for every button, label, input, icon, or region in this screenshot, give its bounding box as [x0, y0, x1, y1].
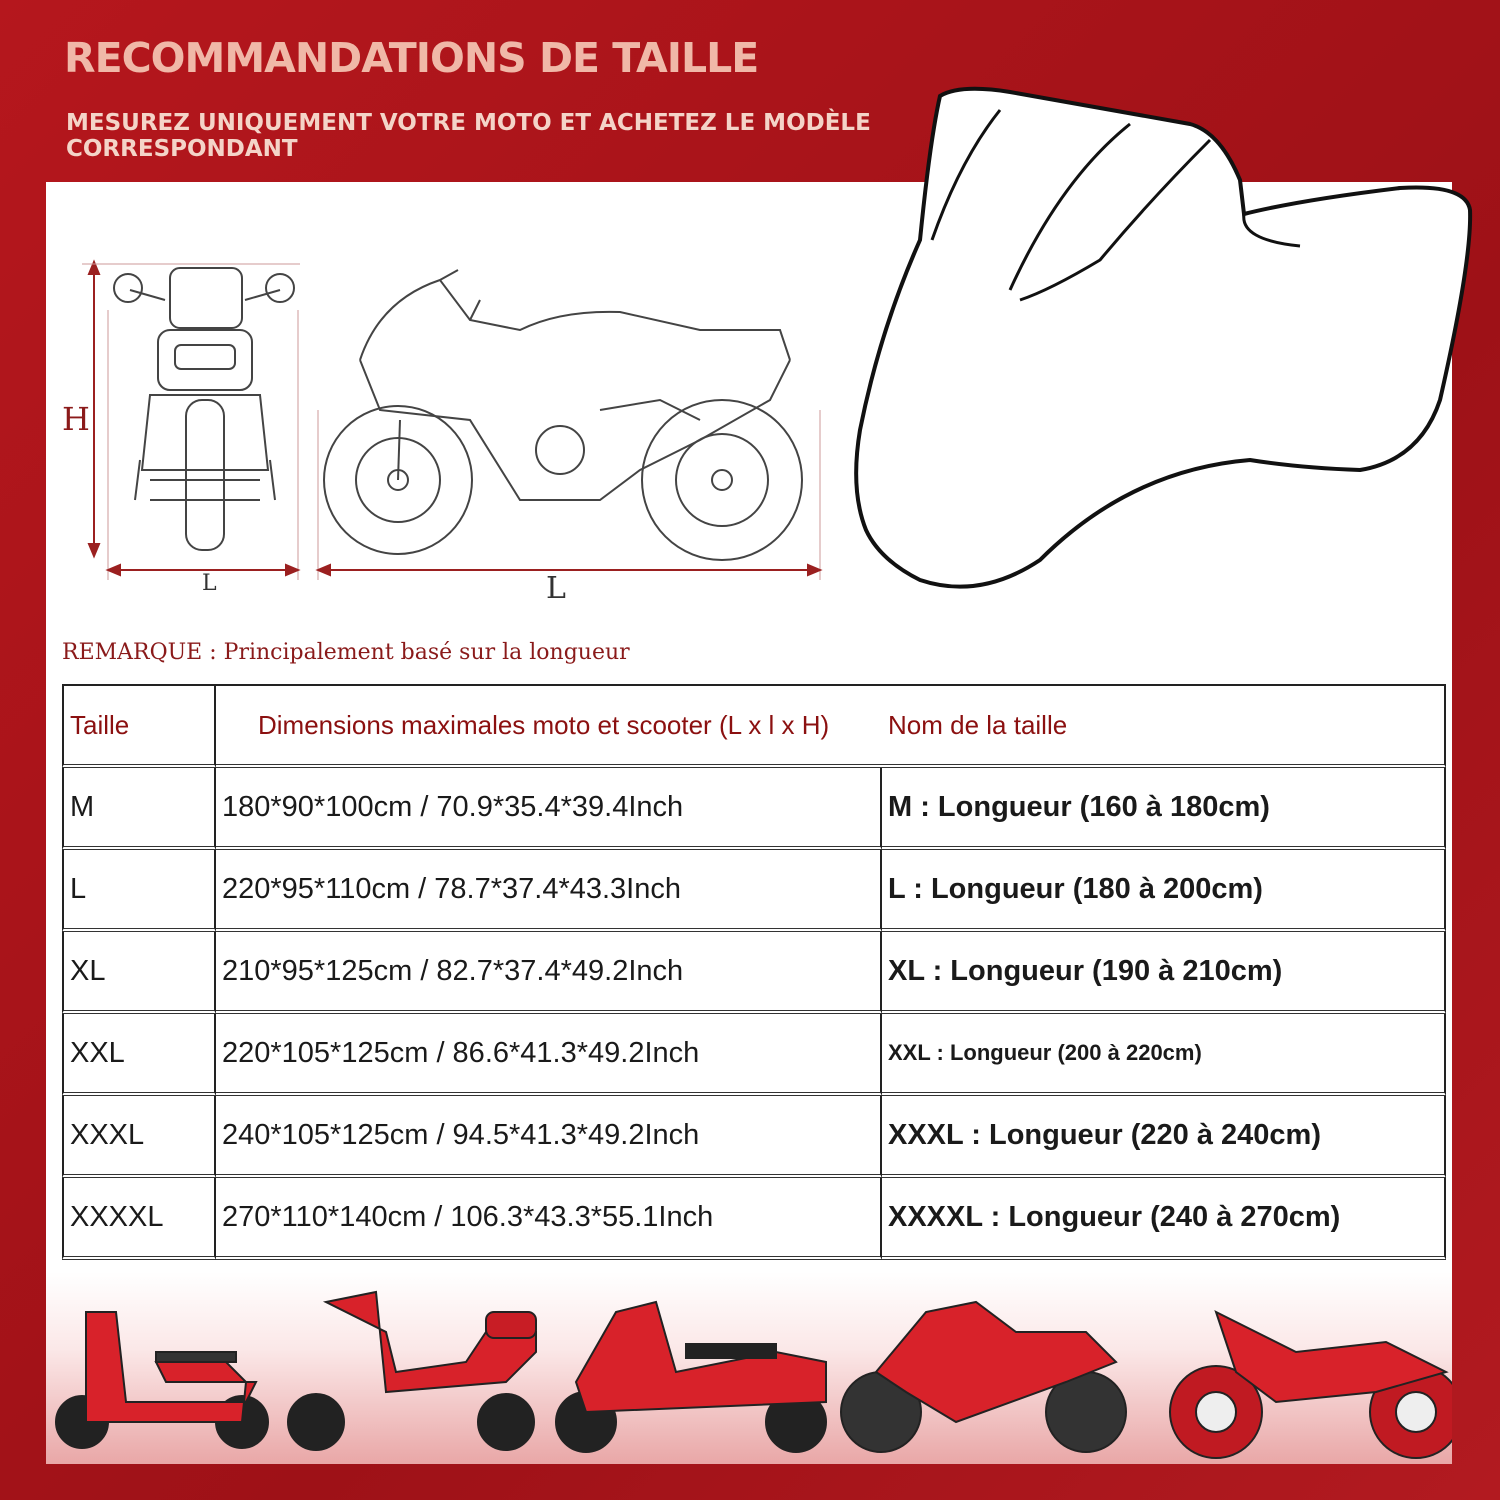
row-size-name: M : Longueur (160 à 180cm): [882, 768, 1446, 850]
front-view-motorcycle-icon: [114, 268, 294, 550]
row-size: L: [62, 850, 216, 932]
measurement-diagram: [0, 0, 1500, 640]
header-dimensions: Dimensions maximales moto et scooter (L x l x H): [216, 684, 882, 768]
row-dimensions: 220*105*125cm / 86.6*41.3*49.2Inch: [216, 1014, 882, 1096]
row-size: M: [62, 768, 216, 850]
row-size-name: XXL : Longueur (200 à 220cm): [882, 1014, 1446, 1096]
sport-bike-icon: [841, 1302, 1126, 1452]
table-row: [62, 850, 1446, 932]
row-size: XXL: [62, 1014, 216, 1096]
height-dimension: [82, 262, 300, 580]
vehicle-illustrations: [46, 1272, 1452, 1464]
side-view-motorcycle-icon: [324, 270, 802, 560]
row-size-name: XXXL : Longueur (220 à 240cm): [882, 1096, 1446, 1178]
table-header-row: [62, 684, 1446, 768]
row-dimensions: 180*90*100cm / 70.9*35.4*39.4Inch: [216, 768, 882, 850]
header-size: Taille: [62, 684, 216, 768]
remark-note: REMARQUE : Principalement basé sur la longueur: [62, 640, 630, 665]
cruiser-icon: [1170, 1312, 1452, 1458]
row-size: XXXL: [62, 1096, 216, 1178]
table-row: [62, 1096, 1446, 1178]
side-length-label: L: [546, 571, 566, 606]
row-size-name: L : Longueur (180 à 200cm): [882, 850, 1446, 932]
row-size: XXXXL: [62, 1178, 216, 1260]
maxi-scooter-icon: [556, 1302, 826, 1452]
row-size: XL: [62, 932, 216, 1014]
row-size-name: XXXXL : Longueur (240 à 270cm): [882, 1178, 1446, 1260]
page-subtitle: MESUREZ UNIQUEMENT VOTRE MOTO ET ACHETEZ LE MODÈLE CORRESPONDANT: [66, 110, 871, 162]
row-dimensions: 210*95*125cm / 82.7*37.4*49.2Inch: [216, 932, 882, 1014]
height-label: H: [62, 400, 90, 438]
table-row: [62, 768, 1446, 850]
vehicle-photo-strip: [46, 1272, 1452, 1464]
row-size-name: XL : Longueur (190 à 210cm): [882, 932, 1446, 1014]
table-row: [62, 1178, 1446, 1260]
header-size-name: Nom de la taille: [882, 684, 1446, 768]
size-table: [62, 684, 1446, 1260]
row-dimensions: 220*95*110cm / 78.7*37.4*43.3Inch: [216, 850, 882, 932]
motorcycle-cover-icon: [856, 89, 1470, 587]
page-title: RECOMMANDATIONS DE TAILLE: [64, 34, 759, 82]
table-row: [62, 1014, 1446, 1096]
scooter-icon: [56, 1312, 268, 1448]
row-dimensions: 240*105*125cm / 94.5*41.3*49.2Inch: [216, 1096, 882, 1178]
row-dimensions: 270*110*140cm / 106.3*43.3*55.1Inch: [216, 1178, 882, 1260]
table-row: [62, 932, 1446, 1014]
front-width-label: L: [202, 571, 217, 596]
sport-scooter-icon: [288, 1292, 536, 1450]
